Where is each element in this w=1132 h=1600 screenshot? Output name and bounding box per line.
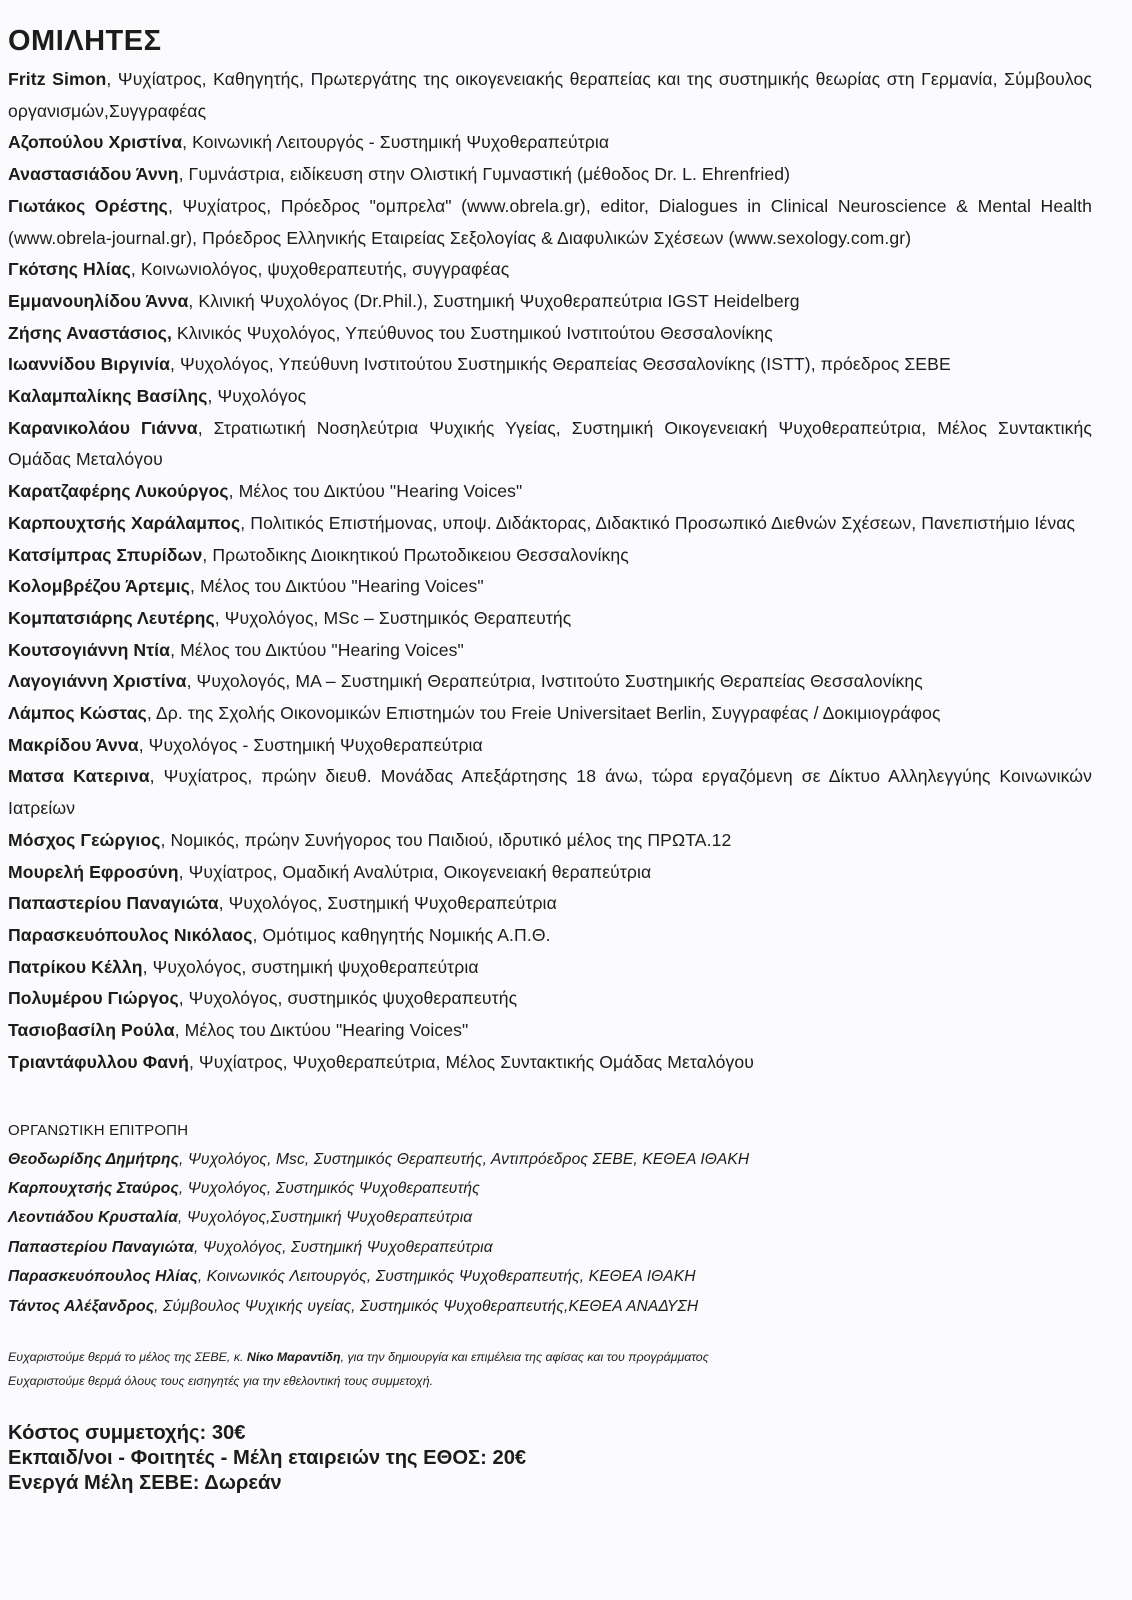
person-name: Μόσχος Γεώργιος bbox=[8, 829, 161, 850]
person-description: , Ομότιμος καθηγητής Νομικής Α.Π.Θ. bbox=[252, 924, 551, 945]
speaker-entry bbox=[8, 1015, 1092, 1047]
committee-list bbox=[8, 1145, 1092, 1321]
person-name: Fritz Simon bbox=[8, 69, 107, 89]
person-description: , Κοινωνικός Λειτουργός, Συστημικός Ψυχοθεραπευτής, ΚΕΘΕΑ ΙΘΑΚΗ bbox=[197, 1268, 696, 1286]
person-name: Παπαστερίου Παναγιώτα bbox=[8, 893, 219, 914]
person-name: Εμμανουηλίδου Άννα bbox=[8, 290, 189, 311]
organizing-committee-section bbox=[8, 1120, 1092, 1321]
person-name: Λαγογιάννη Χριστίνα bbox=[8, 671, 187, 692]
speaker-entry bbox=[8, 64, 1092, 127]
speaker-entry bbox=[8, 508, 1092, 540]
person-name: Λεοντιάδου Κρυσταλία bbox=[8, 1209, 179, 1227]
person-description: , Μέλος του Δικτύου "Hearing Voices" bbox=[174, 1020, 469, 1041]
speaker-entry bbox=[8, 286, 1092, 318]
person-description: , Ψυχίατρος, πρώην διευθ. Μονάδας Απεξάρτησης 18 άνω, τώρα εργαζόμενη σε Δίκτυο Αλληλεγγύης Κοινωνικών Ιατρείων bbox=[8, 766, 1093, 819]
acknowledged-person: Νίκο Μαραντίδη bbox=[246, 1349, 341, 1364]
speaker-entry bbox=[8, 983, 1092, 1015]
person-name: Τασιοβασίλη Ρούλα bbox=[8, 1020, 175, 1041]
acknowledgement-text: , για την δημιουργία και επιμέλεια της αφίσας και του προγράμματος bbox=[340, 1349, 709, 1364]
speaker-entry bbox=[8, 571, 1092, 603]
person-name: Λάμπος Κώστας bbox=[8, 703, 147, 724]
person-description: , Μέλος του Δικτύου "Hearing Voices" bbox=[190, 576, 484, 597]
person-name: Τάντος Αλέξανδρος bbox=[8, 1297, 155, 1315]
person-description: , Ψυχολόγος, Υπεύθυνη Ινστιτούτου Συστημικής Θεραπείας Θεσσαλονίκης (ISTT), πρόεδρος ΣΕΒΕ bbox=[170, 354, 951, 375]
person-description: , Μέλος του Δικτύου "Hearing Voices" bbox=[228, 481, 523, 502]
speaker-entry bbox=[8, 159, 1092, 191]
person-name: Αναστασιάδου Άννη bbox=[8, 164, 179, 185]
person-description: , Ψυχίατρος, Καθηγητής, Πρωτεργάτης της οικογενειακής θεραπείας και της συστημικής θεωρίας στη Γερμανία, Σύμβουλος οργανισμών,Συγγραφέας bbox=[8, 69, 1092, 121]
person-name: Κομπατσιάρης Λευτέρης bbox=[8, 607, 215, 628]
person-name: Ματσα Κατερινα bbox=[8, 766, 150, 787]
person-name: Γκότσης Ηλίας bbox=[8, 259, 131, 280]
speaker-entry bbox=[8, 127, 1092, 159]
speaker-entry bbox=[8, 603, 1092, 635]
speaker-entry bbox=[8, 888, 1092, 920]
speaker-entry bbox=[8, 540, 1092, 572]
speaker-entry bbox=[8, 761, 1092, 824]
person-description: , Σύμβουλος Ψυχικής υγείας, Συστημικός Ψυχοθεραπευτής,ΚΕΘΕΑ ΑΝΑΔΥΣΗ bbox=[154, 1297, 699, 1315]
person-description: , Ψυχολόγος, Συστημική Ψυχοθεραπεύτρια bbox=[194, 1238, 493, 1256]
cost-regular: Κόστος συμμετοχής: 30€ bbox=[8, 1421, 246, 1444]
person-name: Αζοπούλου Χριστίνα bbox=[8, 132, 183, 153]
person-name: Θεοδωρίδης Δημήτρης bbox=[8, 1150, 179, 1168]
speaker-entry bbox=[8, 825, 1092, 857]
person-description: , Μέλος του Δικτύου "Hearing Voices" bbox=[170, 639, 464, 660]
committee-member bbox=[8, 1145, 1092, 1174]
person-name: Παρασκευόπουλος Ηλίας bbox=[8, 1268, 198, 1286]
speaker-entry bbox=[8, 730, 1092, 762]
person-name: Ζήσης Αναστάσιος, bbox=[8, 322, 172, 343]
committee-member bbox=[8, 1233, 1092, 1262]
person-description: , Ψυχολόγος, συστημικός ψυχοθεραπευτής bbox=[178, 988, 518, 1009]
person-description: , Ψυχολογός, ΜΑ – Συστημική Θεραπεύτρια, Ινστιτούτο Συστημικής Θεραπείας Θεσσαλονίκης bbox=[186, 671, 923, 692]
person-description: , Ψυχολόγος - Συστημική Ψυχοθεραπεύτρια bbox=[138, 734, 483, 755]
person-name: Καρπουχτσής Σταύρος bbox=[8, 1179, 179, 1197]
person-description: , Πρωτοδικης Διοικητικού Πρωτοδικειου Θεσσαλονίκης bbox=[202, 544, 629, 565]
speaker-entry bbox=[8, 349, 1092, 381]
cost-members: Ενεργά Μέλη ΣΕΒΕ: Δωρεάν bbox=[8, 1471, 282, 1494]
person-name: Παπαστερίου Παναγιώτα bbox=[8, 1238, 195, 1256]
speaker-entry bbox=[8, 635, 1092, 667]
person-description: , Ψυχίατρος, Ομαδική Αναλύτρια, Οικογενειακή θεραπεύτρια bbox=[178, 861, 652, 882]
speaker-entry bbox=[8, 1047, 1092, 1079]
committee-heading: ΟΡΓΑΝΩΤΙΚΗ ΕΠΙΤΡΟΠΗ bbox=[8, 1121, 189, 1139]
person-description: , Κλινική Ψυχολόγος (Dr.Phil.), Συστημική Ψυχοθεραπεύτρια IGST Heidelberg bbox=[188, 290, 800, 311]
speaker-entry bbox=[8, 191, 1092, 254]
person-description: , Δρ. της Σχολής Οικονομικών Επιστημών του Freie Universitaet Berlin, Συγγραφέας / Δοκιμιογράφος bbox=[146, 703, 941, 724]
person-name: Μουρελή Εφροσύνη bbox=[8, 861, 179, 882]
person-description: , Ψυχολόγος, Συστημική Ψυχοθεραπεύτρια bbox=[218, 893, 557, 914]
speaker-entry bbox=[8, 254, 1092, 286]
speaker-entry bbox=[8, 952, 1092, 984]
person-name: Κουτσογιάννη Ντία bbox=[8, 639, 171, 660]
person-description: , Κοινωνική Λειτουργός - Συστημική Ψυχοθεραπεύτρια bbox=[182, 132, 610, 153]
person-name: Παρασκευόπουλος Νικόλαος bbox=[8, 924, 253, 945]
person-name: Τριαντάφυλλου Φανή bbox=[8, 1051, 189, 1072]
person-description: , Ψυχολόγος, Συστημικός Ψυχοθεραπευτής bbox=[178, 1179, 480, 1197]
committee-member bbox=[8, 1262, 1092, 1291]
person-name: Καλαμπαλίκης Βασίλης bbox=[8, 386, 208, 407]
person-name: Κολομβρέζου Άρτεμις bbox=[8, 576, 191, 597]
committee-member bbox=[8, 1174, 1092, 1203]
committee-member bbox=[8, 1292, 1092, 1321]
speaker-entry bbox=[8, 857, 1092, 889]
committee-member bbox=[8, 1203, 1092, 1232]
acknowledgement-text: Ευχαριστούμε θερμά το μέλος της ΣΕΒΕ, κ. bbox=[8, 1349, 247, 1364]
person-description: , Γυμνάστρια, ειδίκευση στην Ολιστική Γυμναστική (μέθοδος Dr. L. Ehrenfried) bbox=[178, 164, 791, 185]
person-description: , Ψυχολόγος, MSc – Συστημικός Θεραπευτής bbox=[214, 607, 572, 628]
person-description: , Ψυχολόγος bbox=[207, 386, 307, 407]
person-description: , Ψυχίατρος, Ψυχοθεραπεύτρια, Μέλος Συντακτικής Ομάδας Μεταλόγου bbox=[188, 1051, 755, 1072]
acknowledgement-line: Ευχαριστούμε θερμά όλους τους εισηγητές για την εθελοντική τους συμμετοχή. bbox=[8, 1374, 434, 1389]
speaker-entry bbox=[8, 698, 1092, 730]
speakers-list bbox=[8, 64, 1092, 1079]
person-description: , Κοινωνιολόγος, ψυχοθεραπευτής, συγγραφέας bbox=[130, 259, 510, 280]
person-name: Μακρίδου Άννα bbox=[8, 734, 139, 755]
participation-costs bbox=[8, 1421, 1092, 1495]
speaker-entry bbox=[8, 318, 1092, 350]
person-name: Καρατζαφέρης Λυκούργος bbox=[8, 481, 229, 502]
person-name: Γιωτάκος Ορέστης bbox=[8, 195, 168, 216]
person-description: , Νομικός, πρώην Συνήγορος του Παιδιού, ιδρυτικό μέλος της ΠΡΩΤΑ.12 bbox=[160, 829, 732, 850]
person-description: , Ψυχίατρος, Πρόεδρος "ομπρελα" (www.obrela.gr), editor, Dialogues in Clinical Neuroscience & Mental Health (www.obrela-journal.gr), Πρόεδρος Ελληνικής Εταιρείας Σεξολογίας & Διαφυλικών Σχέσεων (www.sexology.com.gr) bbox=[8, 195, 1092, 248]
speakers-heading: ΟΜΙΛΗΤΕΣ bbox=[8, 25, 162, 57]
speaker-entry bbox=[8, 413, 1092, 476]
speakers-section bbox=[8, 22, 1092, 1079]
person-description: , Ψυχολόγος, συστημική ψυχοθεραπεύτρια bbox=[142, 956, 479, 977]
speaker-entry bbox=[8, 476, 1092, 508]
person-name: Καρπουχτσής Χαράλαμπος bbox=[8, 512, 241, 533]
speaker-entry bbox=[8, 920, 1092, 952]
person-name: Καρανικολάου Γιάννα bbox=[8, 417, 198, 438]
person-description: , Ψυχολόγος,Συστημική Ψυχοθεραπεύτρια bbox=[178, 1209, 473, 1227]
person-name: Κατσίμπρας Σπυρίδων bbox=[8, 544, 203, 565]
speaker-entry bbox=[8, 381, 1092, 413]
person-description: Κλινικός Ψυχολόγος, Υπεύθυνος του Συστημικού Ινστιτούτου Θεσσαλονίκης bbox=[171, 322, 773, 343]
acknowledgements bbox=[8, 1345, 1092, 1394]
person-description: , Στρατιωτική Νοσηλεύτρια Ψυχικής Υγείας, Συστημική Οικογενειακή Ψυχοθεραπεύτρια, Μέλος Συντακτικής Ομάδας Μεταλόγου bbox=[8, 417, 1092, 470]
person-name: Ιωαννίδου Βιργινία bbox=[8, 354, 171, 375]
cost-students: Εκπαιδ/νοι - Φοιτητές - Μέλη εταιρειών της ΕΘΟΣ: 20€ bbox=[8, 1446, 527, 1469]
acknowledgement-line bbox=[8, 1345, 1092, 1370]
person-description: , Ψυχολόγος, Msc, Συστημικός Θεραπευτής, Αντιπρόεδρος ΣΕΒΕ, ΚΕΘΕΑ ΙΘΑΚΗ bbox=[178, 1150, 750, 1168]
speaker-entry bbox=[8, 666, 1092, 698]
person-description: , Πολιτικός Επιστήμονας, υποψ. Διδάκτορας, Διδακτικό Προσωπικό Διεθνών Σχέσεων, Πανεπιστήμιο Ιένας bbox=[240, 512, 1076, 533]
person-name: Πατρίκου Κέλλη bbox=[8, 956, 143, 977]
person-name: Πολυμέρου Γιώργος bbox=[8, 988, 179, 1009]
